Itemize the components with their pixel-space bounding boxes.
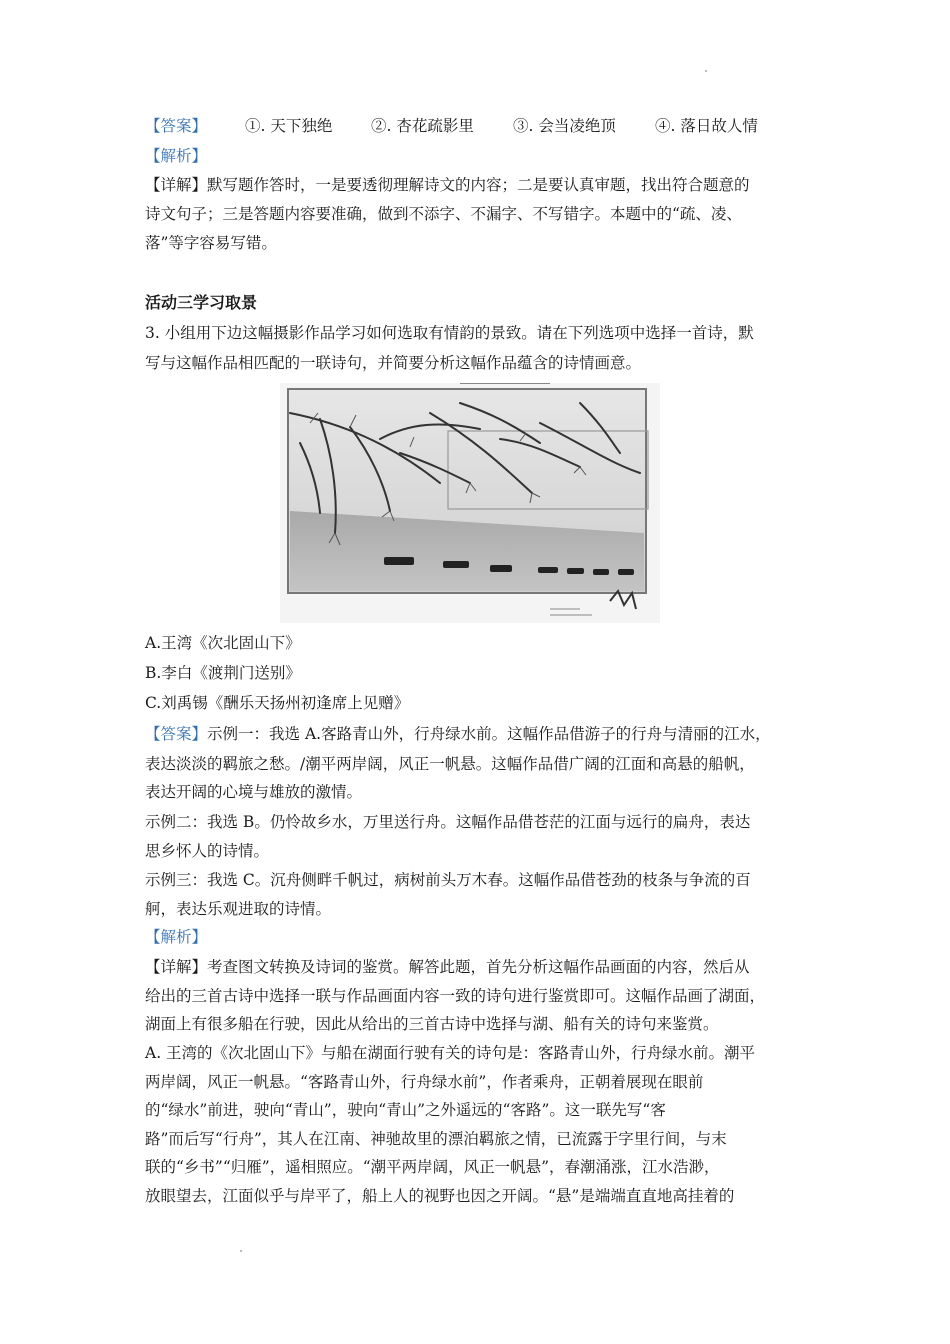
detail-line: 给出的三首古诗中选择一联与作品画面内容一致的诗句进行鉴赏即可。这幅作品画了湖面， bbox=[145, 987, 766, 1005]
answer-item-2: ②. 杏花疏影里 bbox=[371, 117, 474, 135]
answer-item-4: ④. 落日故人情 bbox=[655, 117, 758, 135]
answer-line: 示例三：我选 C。沉舟侧畔千帆过，病树前头万木春。这幅作品借苍劲的枝条与争流的百 bbox=[145, 871, 751, 889]
answer-text: 示例一：我选 A.客路青山外，行舟绿水前。这幅作品借游子的行舟与清丽的江水， bbox=[207, 725, 771, 743]
detail-line: 诗文句子；三是答题内容要准确，做到不添字、不漏字、不写错字。本题中的“疏、凌、 bbox=[145, 205, 742, 223]
answer-line: 表达开阔的心境与雄放的激情。 bbox=[145, 783, 363, 801]
analysis-tag: 【解析】 bbox=[145, 928, 208, 946]
answer-line bbox=[145, 724, 771, 744]
page-speck bbox=[240, 1250, 242, 1252]
option-b: B.李白《渡荆门送别》 bbox=[145, 664, 301, 682]
detail-line: 两岸阔，风正一帆悬。“客路青山外，行舟绿水前”，作者乘舟，正朝着展现在眼前 bbox=[145, 1073, 704, 1091]
detail-line: 【详解】默写题作答时，一是要透彻理解诗文的内容；二是要认真审题，找出符合题意的 bbox=[145, 176, 750, 194]
detail-line: 联的“乡书”“归雁”，遥相照应。“潮平两岸阔，风正一帆悬”，春潮涌涨，江水浩渺， bbox=[145, 1158, 720, 1176]
answer-line: 思乡怀人的诗情。 bbox=[145, 842, 270, 860]
detail-line: A. 王湾的《次北固山下》与船在湖面行驶有关的诗句是：客路青山外，行舟绿水前。潮平 bbox=[145, 1044, 756, 1062]
photograph bbox=[280, 383, 660, 623]
section-title: 活动三学习取景 bbox=[145, 293, 258, 312]
detail-line: 路”而后写“行舟”，其人在江南、神驰故里的漂泊羁旅之情，已流露于字里行间，与末 bbox=[145, 1130, 727, 1148]
option-c: C.刘禹锡《酬乐天扬州初逢席上见赠》 bbox=[145, 694, 410, 712]
answer-line: 示例二：我选 B。仍怜故乡水，万里送行舟。这幅作品借苍茫的江面与远行的扁舟，表达 bbox=[145, 813, 751, 831]
analysis-tag: 【解析】 bbox=[145, 147, 208, 165]
answer-tag: 【答案】 bbox=[145, 725, 208, 743]
answer-line: 舸，表达乐观进取的诗情。 bbox=[145, 900, 332, 918]
question-line: 3. 小组用下边这幅摄影作品学习如何选取有情韵的景致。请在下列选项中选择一首诗，默 bbox=[145, 324, 754, 342]
question-line: 写与这幅作品相匹配的一联诗句，并简要分析这幅作品蕴含的诗情画意。 bbox=[145, 354, 642, 372]
page-speck bbox=[705, 70, 707, 72]
detail-line: 湖面上有很多船在行驶，因此从给出的三首古诗中选择与湖、船有关的诗句来鉴赏。 bbox=[145, 1015, 719, 1033]
option-a: A.王湾《次北固山下》 bbox=[145, 634, 301, 652]
answer-item-1: ①. 天下独绝 bbox=[245, 117, 333, 135]
detail-line: 放眼望去，江面似乎与岸平了，船上人的视野也因之开阔。“悬”是端端直直地高挂着的 bbox=[145, 1187, 735, 1205]
answer-line: 表达淡淡的羁旅之愁。/潮平两岸阔，风正一帆悬。这幅作品借广阔的江面和高悬的船帆， bbox=[145, 755, 755, 773]
detail-line: 落”等字容易写错。 bbox=[145, 234, 277, 252]
answer-tag: 【答案】 bbox=[145, 117, 208, 135]
detail-line: 【详解】考查图文转换及诗词的鉴赏。解答此题，首先分析这幅作品画面的内容，然后从 bbox=[145, 958, 750, 976]
detail-line: 的“绿水”前进，驶向“青山”，驶向“青山”之外遥远的“客路”。这一联先写“客 bbox=[145, 1101, 666, 1119]
answer-item-3: ③. 会当凌绝顶 bbox=[513, 117, 616, 135]
answer-row bbox=[145, 116, 845, 136]
